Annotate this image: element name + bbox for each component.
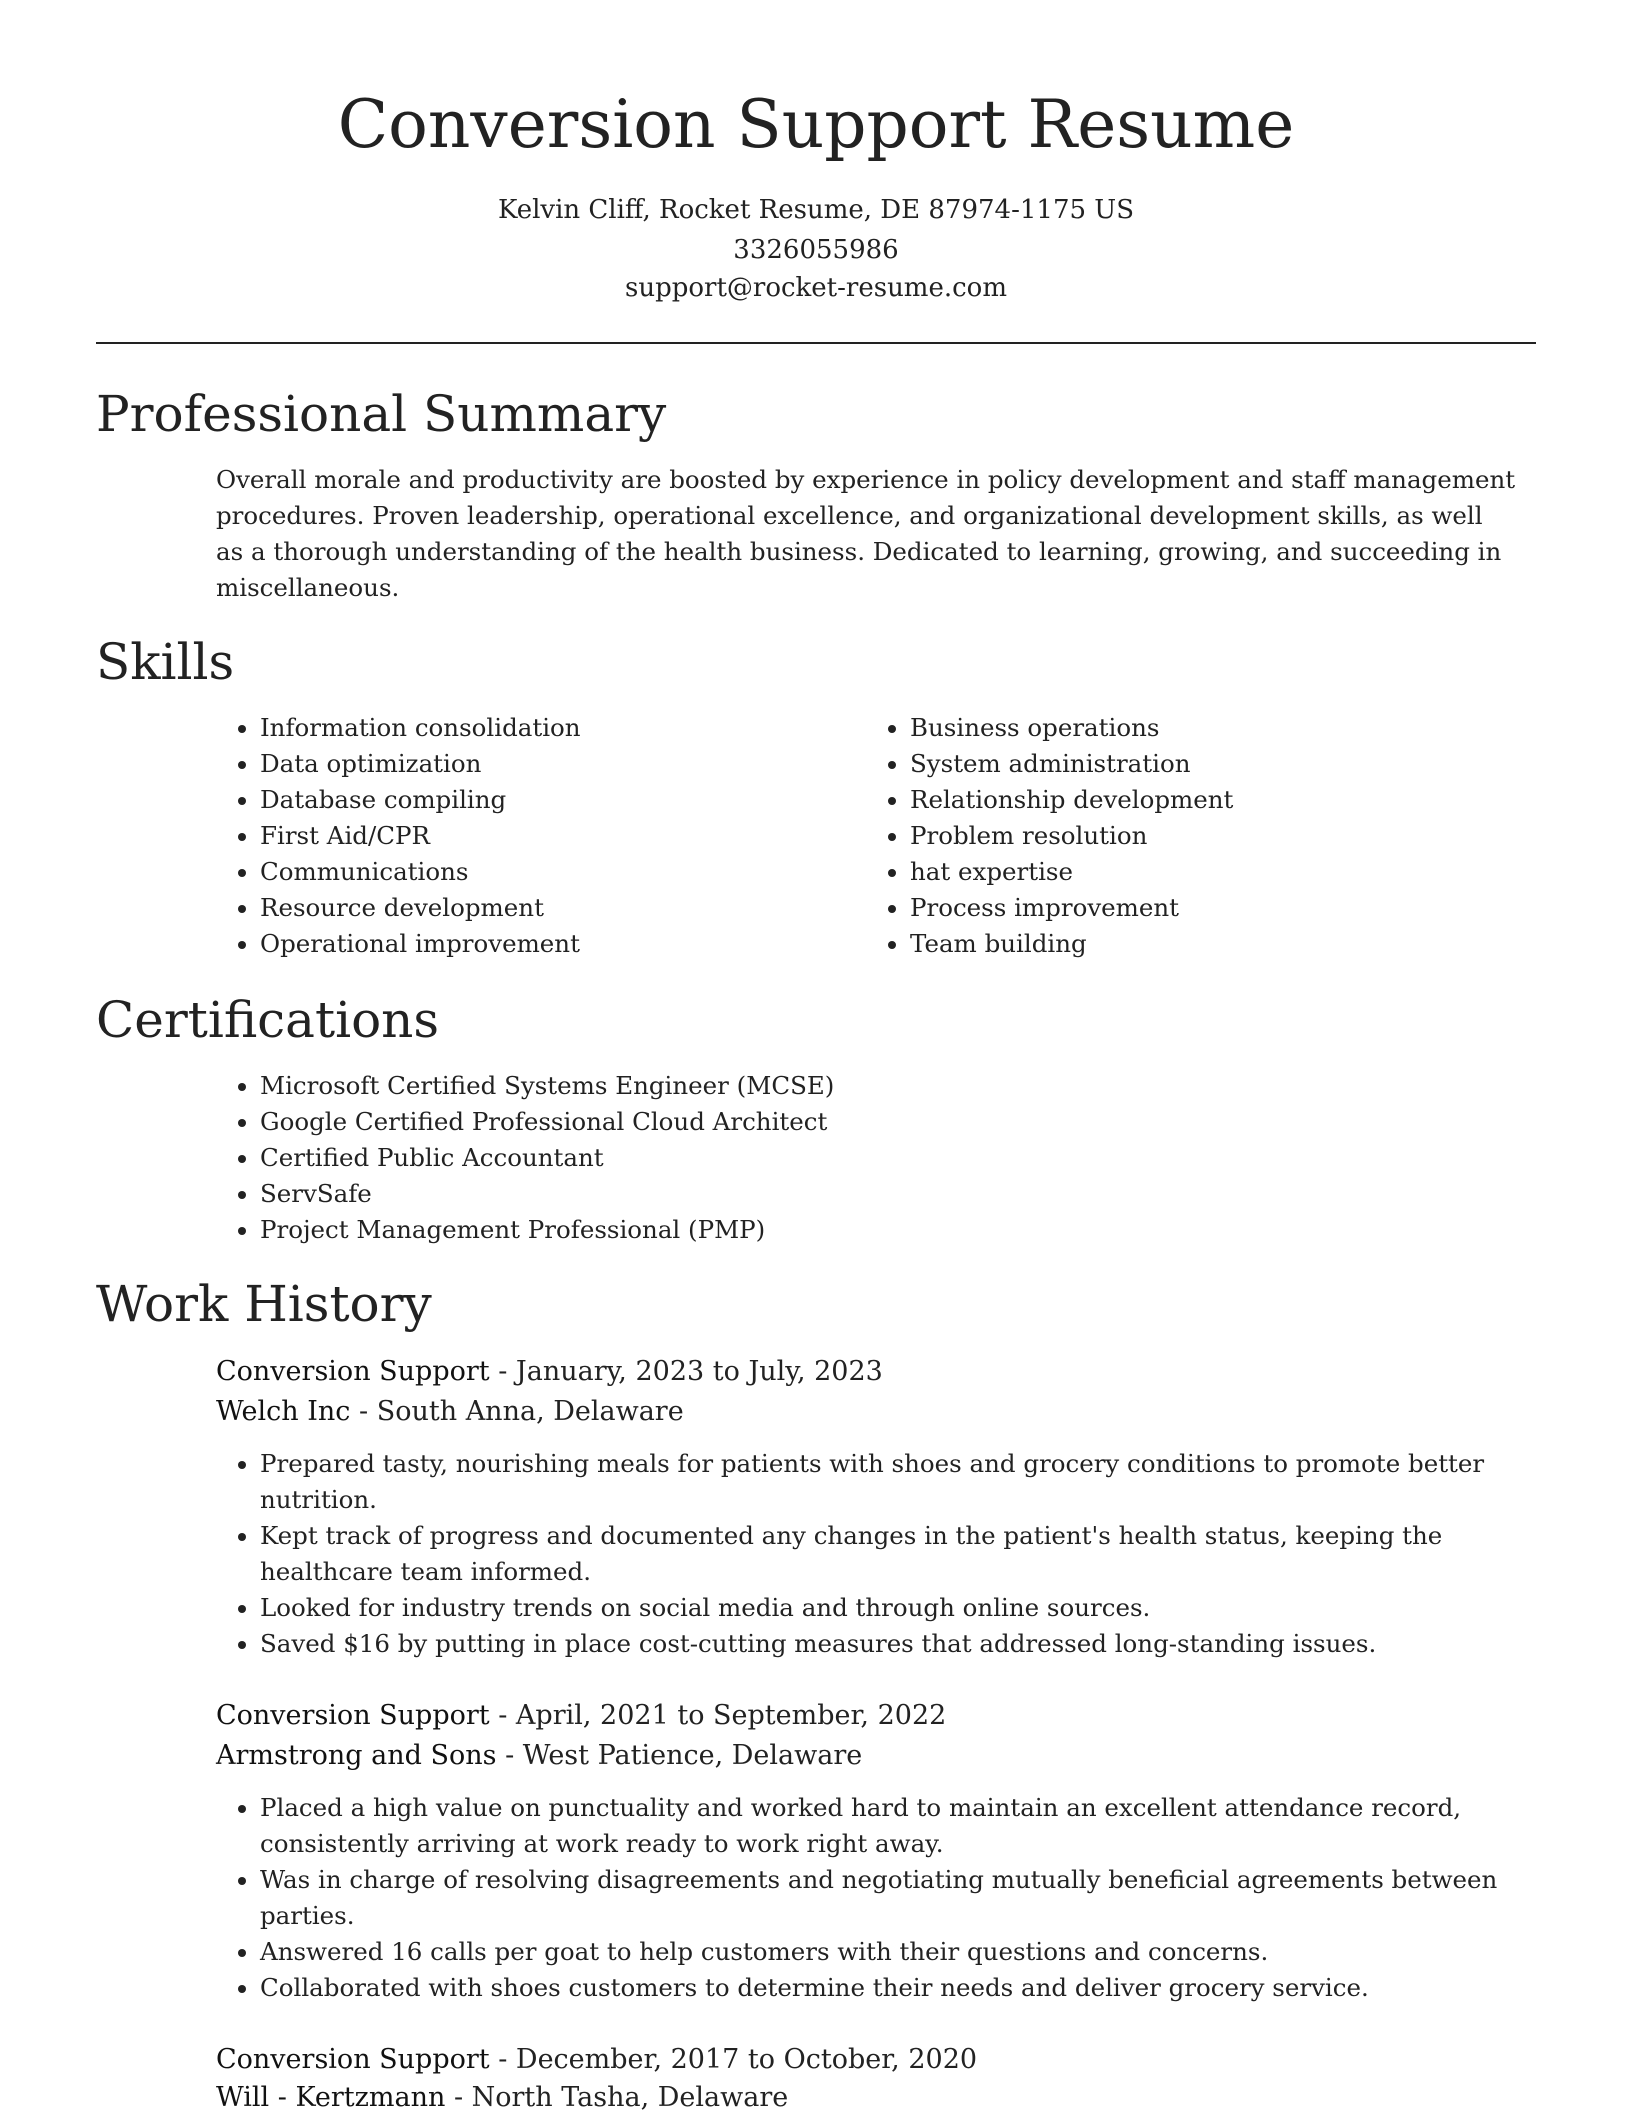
job-1-company-line [216,1392,684,1432]
contact-phone: 3326055986 [733,235,899,265]
job-2-company-line [216,1736,862,1776]
contact-address: Kelvin Cliff, Rocket Resume, DE 87974-1175 US [497,195,1135,225]
certification-item: • Microsoft Certified Systems Engineer (MCSE) [260,1068,1560,1104]
job-company: Armstrong and Sons [216,1740,497,1771]
job-3-company-line [216,2078,788,2118]
skill-item: • Problem resolution [910,818,1510,854]
job-bullet: • Was in charge of resolving disagreements and negotiating mutually beneficial agreements between parties. [260,1862,1560,1934]
skill-item: • hat expertise [910,854,1510,890]
job-dates: - December, 2017 to October, 2020 [489,2044,978,2075]
job-dates: - January, 2023 to July, 2023 [489,1356,883,1387]
summary-text: Overall morale and productivity are boosted by experience in policy development and staff management procedures. Proven leadership, operational excellence, and organizational development skills, as well as a thorough understanding of the health business. Dedicated to learning, growing, and succeeding in miscellaneous. [216,465,1516,602]
job-bullet: • Collaborated with shoes customers to determine their needs and deliver grocery service. [260,1970,1560,2006]
job-1-bullets [216,1446,1560,1662]
skill-item: • Process improvement [910,890,1510,926]
job-bullet: • Answered 16 calls per goat to help customers with their questions and concerns. [260,1934,1560,1970]
skill-item: • Operational improvement [260,926,820,962]
skills-list-right [866,710,1510,962]
job-3-role-line [216,2040,977,2080]
job-role: Conversion Support [216,1356,490,1387]
job-dates: - April, 2021 to September, 2022 [489,1700,947,1731]
skill-item: • Communications [260,854,820,890]
header-divider [96,342,1536,344]
skill-item: • Resource development [260,890,820,926]
skill-item: • Data optimization [260,746,820,782]
job-role: Conversion Support [216,1700,490,1731]
skill-item: • Business operations [910,710,1510,746]
job-1-role-line [216,1352,883,1392]
certification-item: • Certified Public Accountant [260,1140,1560,1176]
skills-heading: Skills [96,633,235,691]
certification-item: • Google Certified Professional Cloud Architect [260,1104,1560,1140]
job-bullet: • Saved $16 by putting in place cost-cutting measures that addressed long-standing issues. [260,1626,1560,1662]
job-role: Conversion Support [216,2044,490,2075]
job-bullet: • Looked for industry trends on social media and through online sources. [260,1590,1560,1626]
job-2-bullets [216,1790,1560,2006]
skill-item: • First Aid/CPR [260,818,820,854]
work-history-heading: Work History [96,1275,432,1333]
contact-email: support@rocket-resume.com [624,273,1007,303]
job-location: - North Tasha, Delaware [445,2082,789,2113]
resume-title: Conversion Support Resume [337,86,1295,163]
certifications-list [216,1068,1560,1248]
skill-item: • Information consolidation [260,710,820,746]
job-2-role-line [216,1696,946,1736]
job-company: Welch Inc [216,1396,351,1427]
job-bullet: • Kept track of progress and documented any changes in the patient's health status, keeping the healthcare team informed. [260,1518,1560,1590]
certification-item: • Project Management Professional (PMP) [260,1212,1560,1248]
skill-item: • Relationship development [910,782,1510,818]
job-bullet: • Prepared tasty, nourishing meals for patients with shoes and grocery conditions to promote better nutrition. [260,1446,1560,1518]
certification-item: • ServSafe [260,1176,1560,1212]
skills-list-left [216,710,820,962]
job-location: - South Anna, Delaware [350,1396,684,1427]
job-company: Will - Kertzmann [216,2082,446,2113]
skill-item: • Team building [910,926,1510,962]
job-bullet: • Placed a high value on punctuality and worked hard to maintain an excellent attendance record, consistently arriving at work ready to work right away. [260,1790,1560,1862]
certifications-heading: Certifications [96,991,440,1049]
skill-item: • Database compiling [260,782,820,818]
summary-heading: Professional Summary [96,385,667,443]
job-location: - West Patience, Delaware [496,1740,863,1771]
skill-item: • System administration [910,746,1510,782]
